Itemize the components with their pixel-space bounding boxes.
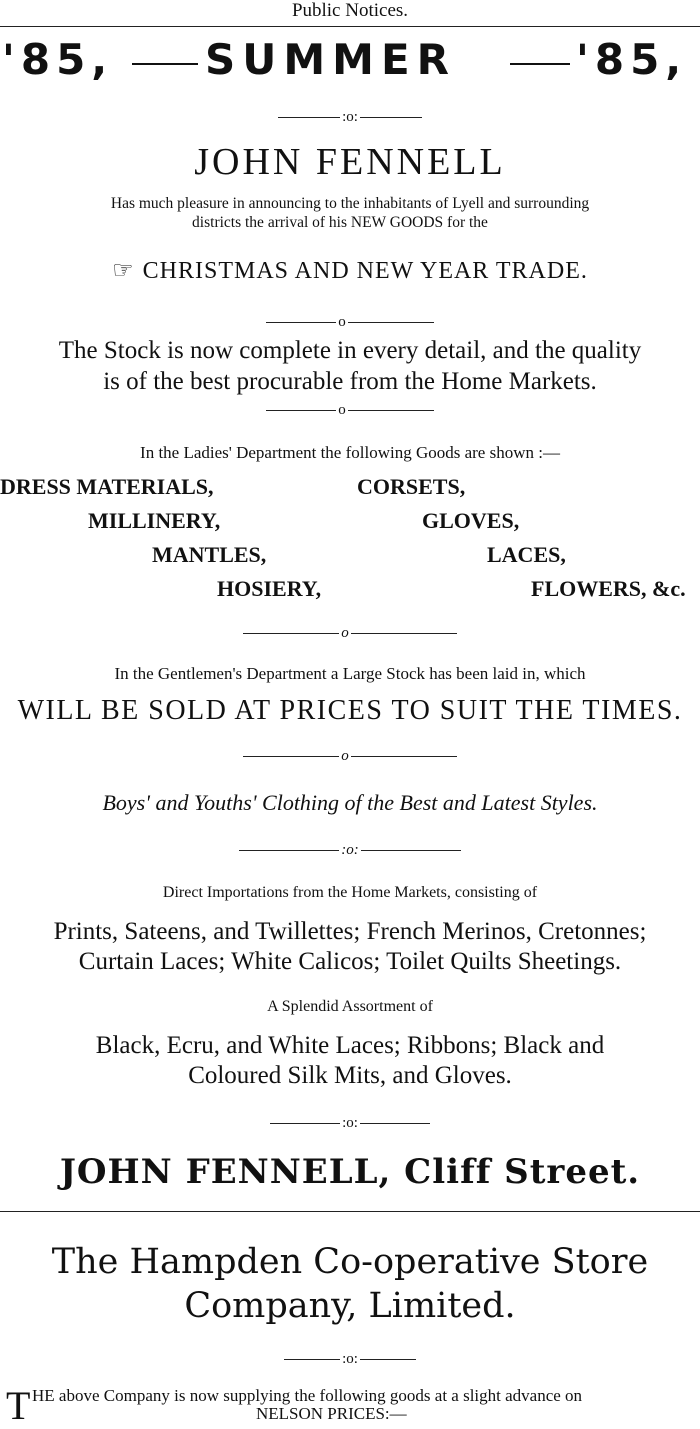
- merchant-name: JOHN FENNELL: [194, 141, 506, 183]
- assortment-line-1: Black, Ecru, and White Laces; Ribbons; Black and: [95, 1032, 605, 1059]
- separator: o: [0, 313, 700, 331]
- banner-dash-left: [132, 63, 198, 65]
- announcement-line-1: Has much pleasure in announcing to the inhabitants of Lyell and surrounding: [110, 195, 590, 212]
- assortment-intro: A Splendid Assortment of: [267, 998, 433, 1015]
- body-line-2: NELSON PRICES:—: [256, 1404, 407, 1423]
- gentlemen-prices: WILL BE SOLD AT PRICES TO SUIT THE TIMES.: [17, 695, 683, 726]
- separator: :o:: [0, 1350, 700, 1368]
- banner-right-year: '85,: [576, 35, 688, 84]
- banner-left-year: '85,: [2, 35, 114, 84]
- header-rule: [0, 26, 700, 27]
- boys-clothing-line: Boys' and Youths' Clothing of the Best and Latest Styles.: [102, 790, 598, 815]
- goods-millinery: MILLINERY,: [88, 508, 221, 533]
- company-name-line-1: The Hampden Co-operative Store: [51, 1242, 649, 1282]
- stock-line-2: is of the best procurable from the Home Markets.: [103, 368, 597, 395]
- assortment-line-2: Coloured Silk Mits, and Gloves.: [188, 1062, 512, 1089]
- goods-dress-materials: DRESS MATERIALS,: [0, 474, 214, 499]
- separator: o: [0, 624, 700, 642]
- trade-line: [0, 257, 700, 285]
- company-name-line-2: Company, Limited.: [184, 1286, 516, 1326]
- announcement-line-2: districts the arrival of his NEW GOODS for the: [192, 214, 488, 231]
- pointing-hand-icon: ☞: [112, 258, 135, 284]
- stock-line-1: The Stock is now complete in every detail, and the quality: [58, 337, 642, 364]
- separator: :o:: [0, 841, 700, 859]
- drop-cap: T: [6, 1383, 31, 1428]
- separator: :o:: [0, 1114, 700, 1132]
- goods-flowers: FLOWERS, &c.: [531, 576, 686, 601]
- merchant-signature: JOHN FENNELL, Cliff Street.: [59, 1152, 641, 1192]
- goods-corsets: CORSETS,: [357, 474, 466, 499]
- goods-hosiery: HOSIERY,: [217, 576, 322, 601]
- section-title: Public Notices.: [291, 0, 409, 21]
- separator: :o:: [0, 108, 700, 126]
- separator: o: [0, 401, 700, 419]
- goods-mantles: MANTLES,: [152, 542, 267, 567]
- ladies-intro: In the Ladies' Department the following Goods are shown :—: [140, 443, 560, 462]
- banner-word: SUMMER: [205, 35, 456, 84]
- separator: o: [0, 747, 700, 765]
- notice-divider: [0, 1211, 700, 1212]
- imports-line-2: Curtain Laces; White Calicos; Toilet Quilts Sheetings.: [78, 948, 622, 975]
- summer-banner: [0, 32, 700, 88]
- imports-intro: Direct Importations from the Home Markets, consisting of: [162, 884, 538, 901]
- imports-line-1: Prints, Sateens, and Twillettes; French Merinos, Cretonnes;: [53, 918, 647, 945]
- banner-dash-right: [510, 63, 570, 65]
- body-line-1: HE above Company is now supplying the following goods at a slight advance on: [32, 1386, 583, 1405]
- gentlemen-intro: In the Gentlemen's Department a Large Stock has been laid in, which: [114, 664, 586, 683]
- goods-gloves: GLOVES,: [422, 508, 520, 533]
- company-notice-body: [6, 1383, 700, 1428]
- goods-laces: LACES,: [487, 542, 566, 567]
- trade-line-text: CHRISTMAS AND NEW YEAR TRADE.: [142, 258, 588, 284]
